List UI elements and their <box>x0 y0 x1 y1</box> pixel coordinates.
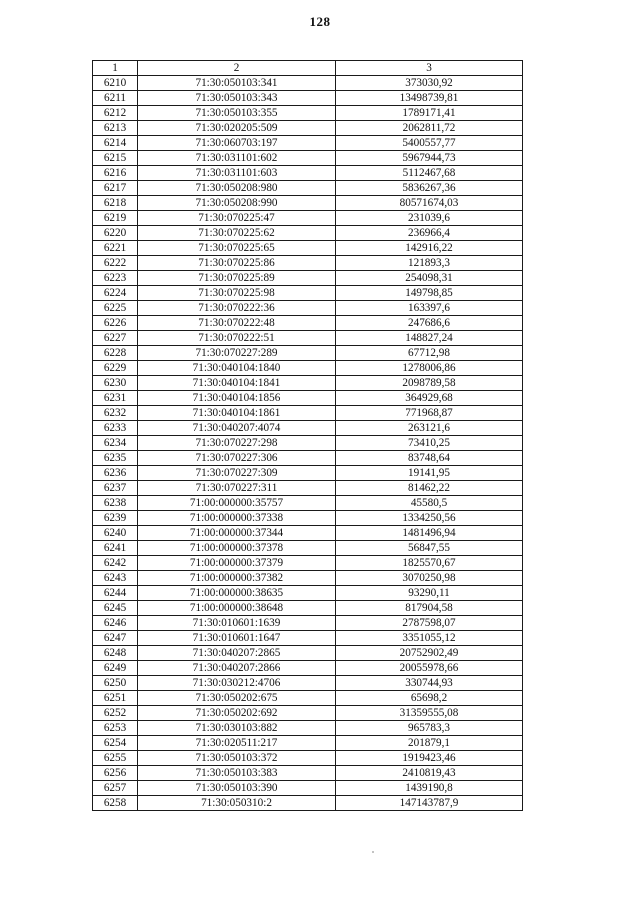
row-index-cell: 6220 <box>93 226 138 241</box>
row-index-cell: 6215 <box>93 151 138 166</box>
table-row <box>93 361 523 376</box>
row-index-cell: 6227 <box>93 331 138 346</box>
cadastral-number-cell: 71:00:000000:38648 <box>138 601 336 616</box>
cadastral-value-table <box>92 60 523 811</box>
value-cell: 93290,11 <box>336 586 523 601</box>
value-cell: 3351055,12 <box>336 631 523 646</box>
row-index-cell: 6242 <box>93 556 138 571</box>
value-cell: 81462,22 <box>336 481 523 496</box>
cadastral-number-cell: 71:30:070227:289 <box>138 346 336 361</box>
value-cell: 19141,95 <box>336 466 523 481</box>
table-row <box>93 196 523 211</box>
row-index-cell: 6210 <box>93 76 138 91</box>
cadastral-number-cell: 71:30:040104:1841 <box>138 376 336 391</box>
value-cell: 67712,98 <box>336 346 523 361</box>
cadastral-number-cell: 71:30:031101:603 <box>138 166 336 181</box>
cadastral-number-cell: 71:30:070227:311 <box>138 481 336 496</box>
value-cell: 149798,85 <box>336 286 523 301</box>
value-cell: 5112467,68 <box>336 166 523 181</box>
cadastral-number-cell: 71:30:070225:98 <box>138 286 336 301</box>
row-index-cell: 6250 <box>93 676 138 691</box>
cadastral-number-cell: 71:30:070225:89 <box>138 271 336 286</box>
table-row <box>93 616 523 631</box>
value-cell: 2098789,58 <box>336 376 523 391</box>
value-cell: 1278006,86 <box>336 361 523 376</box>
row-index-cell: 6212 <box>93 106 138 121</box>
cadastral-number-cell: 71:30:050103:355 <box>138 106 336 121</box>
cadastral-number-cell: 71:00:000000:38635 <box>138 586 336 601</box>
value-cell: 20055978,66 <box>336 661 523 676</box>
table-row <box>93 106 523 121</box>
table-row <box>93 496 523 511</box>
cadastral-number-cell: 71:30:020205:509 <box>138 121 336 136</box>
cadastral-number-cell: 71:00:000000:37379 <box>138 556 336 571</box>
value-cell: 2787598,07 <box>336 616 523 631</box>
table-row <box>93 526 523 541</box>
cadastral-number-cell: 71:30:070225:65 <box>138 241 336 256</box>
row-index-cell: 6247 <box>93 631 138 646</box>
table-row <box>93 391 523 406</box>
value-cell: 142916,22 <box>336 241 523 256</box>
table-row <box>93 121 523 136</box>
row-index-cell: 6221 <box>93 241 138 256</box>
table-row <box>93 556 523 571</box>
row-index-cell: 6255 <box>93 751 138 766</box>
value-cell: 1481496,94 <box>336 526 523 541</box>
column-header-cadastral-number: 2 <box>138 61 336 76</box>
cadastral-number-cell: 71:30:070227:298 <box>138 436 336 451</box>
value-cell: 254098,31 <box>336 271 523 286</box>
cadastral-number-cell: 71:30:050208:990 <box>138 196 336 211</box>
row-index-cell: 6229 <box>93 361 138 376</box>
value-cell: 5400557,77 <box>336 136 523 151</box>
row-index-cell: 6257 <box>93 781 138 796</box>
row-index-cell: 6252 <box>93 706 138 721</box>
row-index-cell: 6253 <box>93 721 138 736</box>
value-cell: 364929,68 <box>336 391 523 406</box>
cadastral-number-cell: 71:30:050103:341 <box>138 76 336 91</box>
table-row <box>93 646 523 661</box>
row-index-cell: 6230 <box>93 376 138 391</box>
table-row <box>93 571 523 586</box>
table-row <box>93 346 523 361</box>
value-cell: 73410,25 <box>336 436 523 451</box>
column-header-value: 3 <box>336 61 523 76</box>
row-index-cell: 6233 <box>93 421 138 436</box>
table-row <box>93 481 523 496</box>
value-cell: 1334250,56 <box>336 511 523 526</box>
value-cell: 20752902,49 <box>336 646 523 661</box>
cadastral-number-cell: 71:30:050103:390 <box>138 781 336 796</box>
table-row <box>93 271 523 286</box>
table-row <box>93 751 523 766</box>
cadastral-number-cell: 71:30:031101:602 <box>138 151 336 166</box>
value-cell: 5967944,73 <box>336 151 523 166</box>
row-index-cell: 6236 <box>93 466 138 481</box>
row-index-cell: 6211 <box>93 91 138 106</box>
row-index-cell: 6256 <box>93 766 138 781</box>
cadastral-number-cell: 71:30:040104:1840 <box>138 361 336 376</box>
row-index-cell: 6234 <box>93 436 138 451</box>
value-cell: 13498739,81 <box>336 91 523 106</box>
row-index-cell: 6237 <box>93 481 138 496</box>
cadastral-number-cell: 71:30:070225:86 <box>138 256 336 271</box>
row-index-cell: 6231 <box>93 391 138 406</box>
cadastral-number-cell: 71:30:070225:47 <box>138 211 336 226</box>
cadastral-number-cell: 71:30:070222:48 <box>138 316 336 331</box>
value-cell: 148827,24 <box>336 331 523 346</box>
value-cell: 231039,6 <box>336 211 523 226</box>
value-cell: 263121,6 <box>336 421 523 436</box>
row-index-cell: 6217 <box>93 181 138 196</box>
value-cell: 147143787,9 <box>336 796 523 811</box>
table-row <box>93 451 523 466</box>
cadastral-number-cell: 71:30:050310:2 <box>138 796 336 811</box>
row-index-cell: 6258 <box>93 796 138 811</box>
table-row <box>93 511 523 526</box>
value-cell: 5836267,36 <box>336 181 523 196</box>
cadastral-number-cell: 71:30:070222:36 <box>138 301 336 316</box>
table-row <box>93 181 523 196</box>
row-index-cell: 6239 <box>93 511 138 526</box>
cadastral-number-cell: 71:30:050103:343 <box>138 91 336 106</box>
table-header-row <box>93 61 523 76</box>
cadastral-number-cell: 71:00:000000:37344 <box>138 526 336 541</box>
value-cell: 201879,1 <box>336 736 523 751</box>
row-index-cell: 6245 <box>93 601 138 616</box>
cadastral-number-cell: 71:30:040207:2866 <box>138 661 336 676</box>
row-index-cell: 6228 <box>93 346 138 361</box>
table-row <box>93 586 523 601</box>
table-row <box>93 796 523 811</box>
table-row <box>93 301 523 316</box>
cadastral-number-cell: 71:30:040104:1856 <box>138 391 336 406</box>
row-index-cell: 6232 <box>93 406 138 421</box>
cadastral-number-cell: 71:00:000000:37378 <box>138 541 336 556</box>
table-row <box>93 286 523 301</box>
value-cell: 121893,3 <box>336 256 523 271</box>
cadastral-number-cell: 71:30:050103:372 <box>138 751 336 766</box>
value-cell: 3070250,98 <box>336 571 523 586</box>
value-cell: 330744,93 <box>336 676 523 691</box>
table-row <box>93 661 523 676</box>
table-row <box>93 91 523 106</box>
cadastral-number-cell: 71:00:000000:35757 <box>138 496 336 511</box>
value-cell: 65698,2 <box>336 691 523 706</box>
value-cell: 1825570,67 <box>336 556 523 571</box>
table-row <box>93 226 523 241</box>
column-header-index: 1 <box>93 61 138 76</box>
table-row <box>93 406 523 421</box>
cadastral-number-cell: 71:30:050202:692 <box>138 706 336 721</box>
table-row <box>93 766 523 781</box>
table-row <box>93 631 523 646</box>
table-row <box>93 136 523 151</box>
value-cell: 236966,4 <box>336 226 523 241</box>
table-row <box>93 706 523 721</box>
table-row <box>93 151 523 166</box>
row-index-cell: 6216 <box>93 166 138 181</box>
cadastral-number-cell: 71:30:030212:4706 <box>138 676 336 691</box>
row-index-cell: 6248 <box>93 646 138 661</box>
row-index-cell: 6214 <box>93 136 138 151</box>
value-cell: 31359555,08 <box>336 706 523 721</box>
row-index-cell: 6235 <box>93 451 138 466</box>
row-index-cell: 6223 <box>93 271 138 286</box>
table-body <box>93 76 523 811</box>
cadastral-number-cell: 71:30:030103:882 <box>138 721 336 736</box>
table-row <box>93 376 523 391</box>
cadastral-number-cell: 71:30:070227:309 <box>138 466 336 481</box>
row-index-cell: 6244 <box>93 586 138 601</box>
row-index-cell: 6246 <box>93 616 138 631</box>
cadastral-number-cell: 71:30:070227:306 <box>138 451 336 466</box>
table-row <box>93 541 523 556</box>
table-row <box>93 436 523 451</box>
value-cell: 817904,58 <box>336 601 523 616</box>
cadastral-number-cell: 71:30:060703:197 <box>138 136 336 151</box>
row-index-cell: 6254 <box>93 736 138 751</box>
table-row <box>93 211 523 226</box>
table-row <box>93 691 523 706</box>
cadastral-number-cell: 71:30:070225:62 <box>138 226 336 241</box>
table-row <box>93 421 523 436</box>
value-cell: 83748,64 <box>336 451 523 466</box>
row-index-cell: 6219 <box>93 211 138 226</box>
row-index-cell: 6240 <box>93 526 138 541</box>
value-cell: 163397,6 <box>336 301 523 316</box>
value-cell: 373030,92 <box>336 76 523 91</box>
cadastral-number-cell: 71:30:050208:980 <box>138 181 336 196</box>
table-row <box>93 721 523 736</box>
row-index-cell: 6224 <box>93 286 138 301</box>
cadastral-number-cell: 71:30:040104:1861 <box>138 406 336 421</box>
cadastral-number-cell: 71:30:050103:383 <box>138 766 336 781</box>
table-row <box>93 316 523 331</box>
table-row <box>93 76 523 91</box>
cadastral-number-cell: 71:00:000000:37338 <box>138 511 336 526</box>
scan-speck <box>372 851 374 853</box>
cadastral-number-cell: 71:30:040207:2865 <box>138 646 336 661</box>
table-row <box>93 781 523 796</box>
row-index-cell: 6241 <box>93 541 138 556</box>
cadastral-number-cell: 71:30:070222:51 <box>138 331 336 346</box>
row-index-cell: 6251 <box>93 691 138 706</box>
value-cell: 2062811,72 <box>336 121 523 136</box>
table-row <box>93 601 523 616</box>
table-row <box>93 256 523 271</box>
row-index-cell: 6249 <box>93 661 138 676</box>
value-cell: 56847,55 <box>336 541 523 556</box>
value-cell: 45580,5 <box>336 496 523 511</box>
value-cell: 2410819,43 <box>336 766 523 781</box>
cadastral-number-cell: 71:30:050202:675 <box>138 691 336 706</box>
row-index-cell: 6222 <box>93 256 138 271</box>
value-cell: 247686,6 <box>336 316 523 331</box>
table-row <box>93 736 523 751</box>
cadastral-number-cell: 71:00:000000:37382 <box>138 571 336 586</box>
value-cell: 1439190,8 <box>336 781 523 796</box>
row-index-cell: 6218 <box>93 196 138 211</box>
table-row <box>93 676 523 691</box>
value-cell: 1919423,46 <box>336 751 523 766</box>
table-row <box>93 166 523 181</box>
cadastral-number-cell: 71:30:040207:4074 <box>138 421 336 436</box>
table-row <box>93 241 523 256</box>
value-cell: 80571674,03 <box>336 196 523 211</box>
cadastral-number-cell: 71:30:010601:1647 <box>138 631 336 646</box>
row-index-cell: 6213 <box>93 121 138 136</box>
value-cell: 965783,3 <box>336 721 523 736</box>
table-row <box>93 466 523 481</box>
value-cell: 771968,87 <box>336 406 523 421</box>
value-cell: 1789171,41 <box>336 106 523 121</box>
cadastral-number-cell: 71:30:020511:217 <box>138 736 336 751</box>
row-index-cell: 6238 <box>93 496 138 511</box>
row-index-cell: 6225 <box>93 301 138 316</box>
row-index-cell: 6243 <box>93 571 138 586</box>
row-index-cell: 6226 <box>93 316 138 331</box>
cadastral-number-cell: 71:30:010601:1639 <box>138 616 336 631</box>
table-row <box>93 331 523 346</box>
page-number: 128 <box>309 14 331 29</box>
